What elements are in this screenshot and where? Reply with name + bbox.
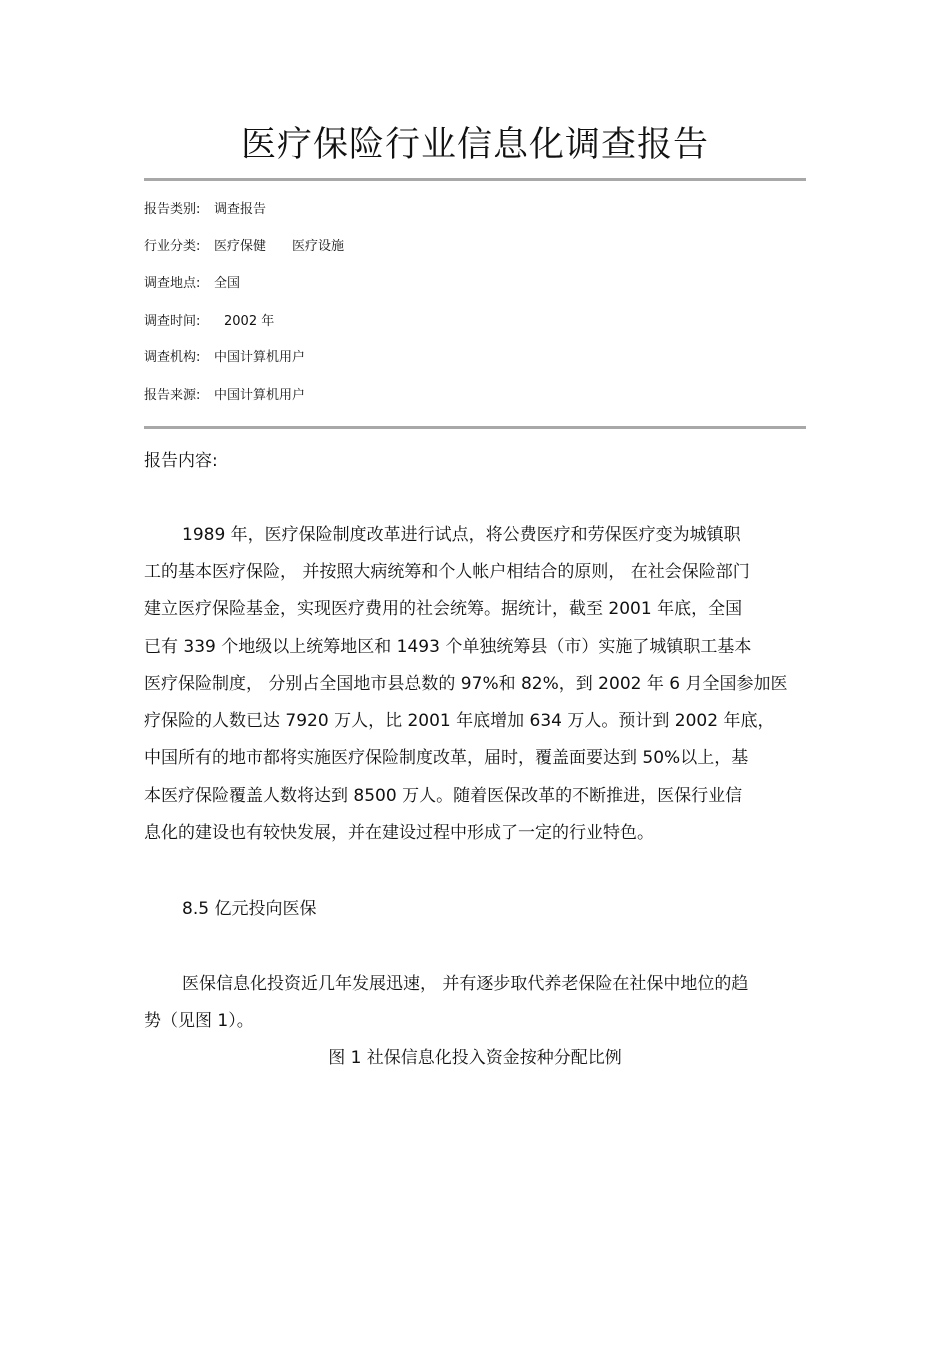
meta-label: 调查地点: xyxy=(144,276,201,291)
meta-industry xyxy=(144,238,344,256)
meta-report-type xyxy=(144,201,266,219)
paragraph-line: 中国所有的地市都将实施医疗保险制度改革，届时，覆盖面要达到 50%以上，基 xyxy=(144,748,749,768)
paragraph-line: 医疗保险制度， 分别占全国地市县总数的 97%和 82%，到 2002 年 6 月全国参加医 xyxy=(144,674,788,694)
meta-agency xyxy=(144,349,305,367)
meta-value: 中国计算机用户 xyxy=(214,388,306,403)
meta-value: 全国 xyxy=(214,276,241,291)
meta-label: 调查时间: xyxy=(144,314,201,329)
paragraph-line: 1989 年，医疗保险制度改革进行试点，将公费医疗和劳保医疗变为城镇职 xyxy=(182,525,741,545)
paragraph-line: 建立医疗保险基金，实现医疗费用的社会统筹。据统计，截至 2001 年底，全国 xyxy=(144,599,743,619)
paragraph-line: 工的基本医疗保险， 并按照大病统筹和个人帐户相结合的原则， 在社会保险部门 xyxy=(144,562,750,582)
content-heading: 报告内容: xyxy=(144,451,218,471)
meta-divider xyxy=(144,426,806,429)
paragraph-line: 本医疗保险覆盖人数将达到 8500 万人。随着医保改革的不断推进，医保行业信 xyxy=(144,786,743,806)
meta-value: 医疗保健 xyxy=(214,239,267,254)
meta-value-secondary: 医疗设施 xyxy=(292,239,345,254)
meta-location xyxy=(144,275,240,293)
meta-label: 调查机构: xyxy=(144,350,201,365)
meta-value: 2002 年 xyxy=(224,314,275,329)
report-title: 医疗保险行业信息化调查报告 xyxy=(240,125,709,165)
meta-value: 调查报告 xyxy=(214,202,267,217)
meta-label: 行业分类: xyxy=(144,239,201,254)
paragraph-line: 息化的建设也有较快发展，并在建设过程中形成了一定的行业特色。 xyxy=(144,823,654,843)
paragraph-line: 已有 339 个地级以上统筹地区和 1493 个单独统筹县（市）实施了城镇职工基本 xyxy=(144,637,752,657)
meta-source xyxy=(144,387,305,405)
paragraph-line: 医保信息化投资近几年发展迅速， 并有逐步取代养老保险在社保中地位的趋 xyxy=(182,974,749,994)
meta-label: 报告类别: xyxy=(144,202,201,217)
meta-time xyxy=(144,313,274,331)
meta-value: 中国计算机用户 xyxy=(214,350,306,365)
paragraph-line: 势（见图 1）。 xyxy=(144,1011,254,1031)
meta-label: 报告来源: xyxy=(144,388,201,403)
figure-caption: 图 1 社保信息化投入资金按种分配比例 xyxy=(328,1048,622,1068)
title-divider xyxy=(144,178,806,181)
subheading: 8.5 亿元投向医保 xyxy=(182,899,317,919)
paragraph-line: 疗保险的人数已达 7920 万人，比 2001 年底增加 634 万人。预计到 2002 年底， xyxy=(144,711,775,731)
